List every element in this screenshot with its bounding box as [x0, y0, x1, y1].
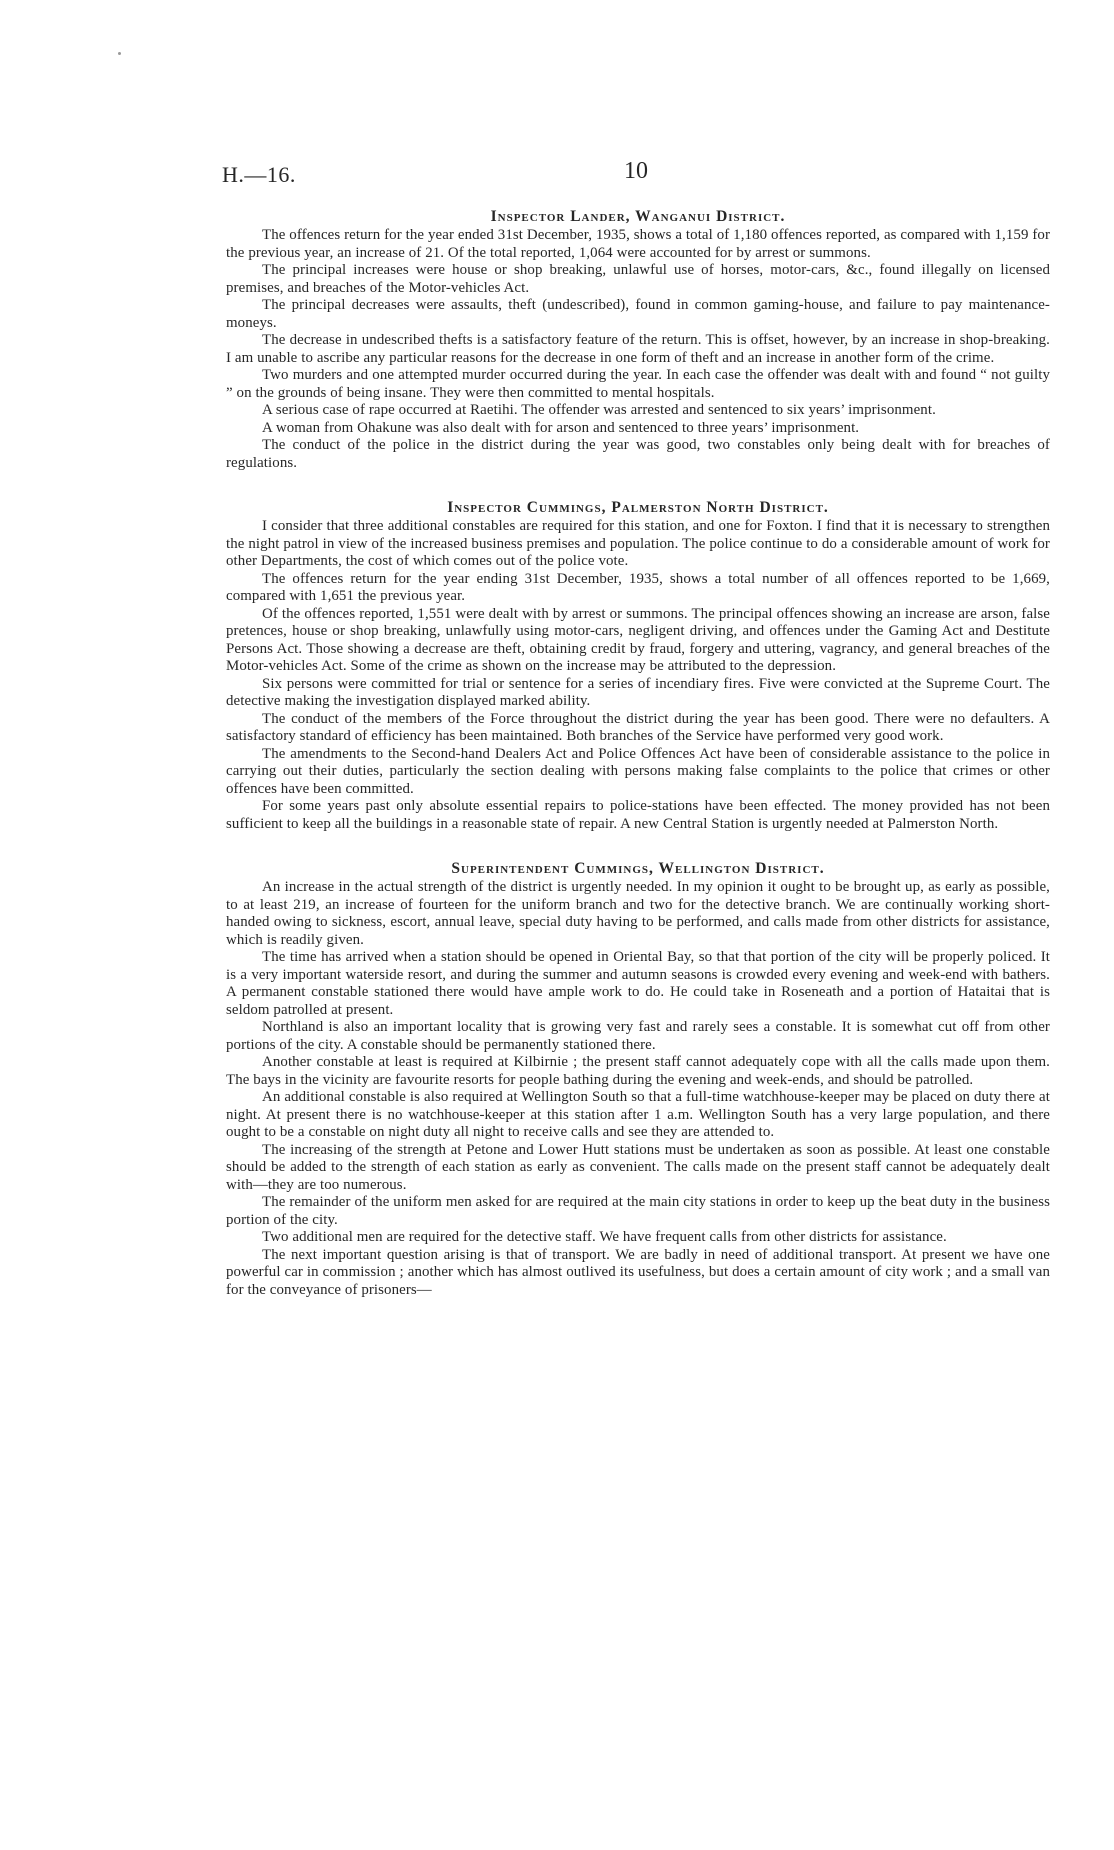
paragraph: The offences return for the year ending 31st December, 1935, shows a total number of all offences reported to be 1,669, compared with 1,651 the previous year. — [226, 570, 1050, 604]
paragraph: The amendments to the Second-hand Dealers Act and Police Offences Act have been of considerable assistance to the police in carrying out their duties, particularly the section dealing with persons making false complaints to the police that crimes or other offences have been committed. — [226, 745, 1050, 797]
scan-speck — [118, 52, 121, 55]
section-spacer — [226, 833, 1050, 859]
page-number: 10 — [624, 158, 648, 184]
paragraph: The principal decreases were assaults, theft (undescribed), found in common gaming-house, and failure to pay maintenance-moneys. — [226, 297, 1050, 331]
paragraph: The conduct of the members of the Force throughout the district during the year has been good. There were no defaulters. A satisfactory standard of efficiency has been maintained. Both branches of the Service have performed very good work. — [226, 710, 1050, 744]
paragraph: Of the offences reported, 1,551 were dealt with by arrest or summons. The principal offences showing an increase are arson, false pretences, house or shop breaking, unlawfully using motor-cars, negligent driving, and offences under the Gaming Act and Destitute Persons Act. Those showing a decrease are theft, obtaining credit by fraud, forgery and uttering, vagrancy, and general breaches of the Motor-vehicles Act. Some of the crime as shown on the increase may be attributed to the depression. — [226, 605, 1050, 674]
paragraph: Another constable at least is required at Kilbirnie ; the present staff cannot adequately cope with all the calls made upon them. The bays in the vicinity are favourite resorts for people bathing during the evening and week-ends, and should be patrolled. — [226, 1054, 1050, 1088]
section-spacer — [226, 472, 1050, 498]
paragraph: The conduct of the police in the district during the year was good, two constables only being dealt with for breaches of regulations. — [226, 437, 1050, 471]
paragraph: I consider that three additional constables are required for this station, and one for Foxton. I find that it is necessary to strengthen the night patrol in view of the increased business premises and population. The police continue to do a considerable amount of work for other Departments, the cost of which comes out of the police vote. — [226, 518, 1050, 569]
paragraph: An increase in the actual strength of the district is urgently needed. In my opinion it ought to be brought up, as early as possible, to at least 219, an increase of fourteen for the uniform branch and two for the detective branch. We are continually working short-handed owing to sickness, escort, annual leave, special duty having to be performed, and calls made from other districts for assistance, which is readily given. — [226, 879, 1050, 948]
document-reference: H.—16. — [222, 162, 296, 187]
paragraph: The offences return for the year ended 31st December, 1935, shows a total of 1,180 offences reported, as compared with 1,159 for the previous year, an increase of 21. Of the total reported, 1,064 were accounted for by arrest or summons. — [226, 227, 1050, 261]
paragraph: Six persons were committed for trial or sentence for a series of incendiary fires. Five were convicted at the Supreme Court. The detective making the investigation displayed marked ability. — [226, 675, 1050, 709]
paragraph: The remainder of the uniform men asked for are required at the main city stations in order to keep up the beat duty in the business portion of the city. — [226, 1194, 1050, 1228]
paragraph: An additional constable is also required at Wellington South so that a full-time watchhouse-keeper may be placed on duty there at night. At present there is no watchhouse-keeper at this station after 1 a.m. Wellington South has a very large population, and there ought to be a constable on night duty all night to receive calls and see they are attended to. — [226, 1089, 1050, 1140]
paragraph: A serious case of rape occurred at Raetihi. The offender was arrested and sentenced to six years’ imprisonment. — [262, 402, 936, 418]
paragraph: The increasing of the strength at Petone and Lower Hutt stations must be undertaken as soon as possible. At least one constable should be added to the strength of each station as early as convenient. The calls made on the present staff cannot be adequately dealt with—they are too numerous. — [226, 1141, 1050, 1193]
section-wanganui-district — [226, 207, 1050, 472]
section-wellington-district — [226, 859, 1050, 1299]
paragraph: Two murders and one attempted murder occurred during the year. In each case the offender was dealt with and found “ not guilty ” on the grounds of being insane. They were then committed to mental hospitals. — [226, 367, 1050, 401]
paragraph: The decrease in undescribed thefts is a satisfactory feature of the return. This is offset, however, by an increase in shop-breaking. I am unable to ascribe any particular reasons for the decrease in one form of theft and an increase in another form of the crime. — [226, 332, 1050, 366]
section-heading: Inspector Lander, Wanganui District. — [490, 208, 786, 225]
section-heading: Superintendent Cummings, Wellington District. — [451, 860, 825, 877]
section-palmerston-north-district — [226, 498, 1050, 833]
paragraph: Northland is also an important locality that is growing very fast and rarely sees a constable. It is somewhat cut off from other portions of the city. A constable should be permanently stationed there. — [226, 1019, 1050, 1053]
paragraph: The next important question arising is that of transport. We are badly in need of additional transport. At present we have one powerful car in commission ; another which has almost outlived its usefulness, but does a certain amount of city work ; and a small van for the conveyance of prisoners— — [226, 1246, 1050, 1298]
paragraph: The principal increases were house or shop breaking, unlawful use of horses, motor-cars, &c., found illegally on licensed premises, and breaches of the Motor-vehicles Act. — [226, 262, 1050, 296]
paragraph: A woman from Ohakune was also dealt with for arson and sentenced to three years’ imprisonment. — [262, 419, 860, 436]
paragraph: For some years past only absolute essential repairs to police-stations have been effected. The money provided has not been sufficient to keep all the buildings in a reasonable state of repair. A new Central Station is urgently needed at Palmerston North. — [226, 798, 1050, 832]
section-heading: Inspector Cummings, Palmerston North District. — [447, 499, 829, 516]
page-body — [226, 207, 1050, 1299]
paragraph: Two additional men are required for the detective staff. We have frequent calls from other districts for assistance. — [262, 1229, 947, 1245]
paragraph: The time has arrived when a station should be opened in Oriental Bay, so that that portion of the city will be properly policed. It is a very important waterside resort, and during the summer and autumn seasons is crowded every evening and week-end with bathers. A permanent constable stationed there would have ample work to do. He could take in Roseneath and a portion of Hataitai that is seldom patrolled at present. — [226, 949, 1050, 1018]
